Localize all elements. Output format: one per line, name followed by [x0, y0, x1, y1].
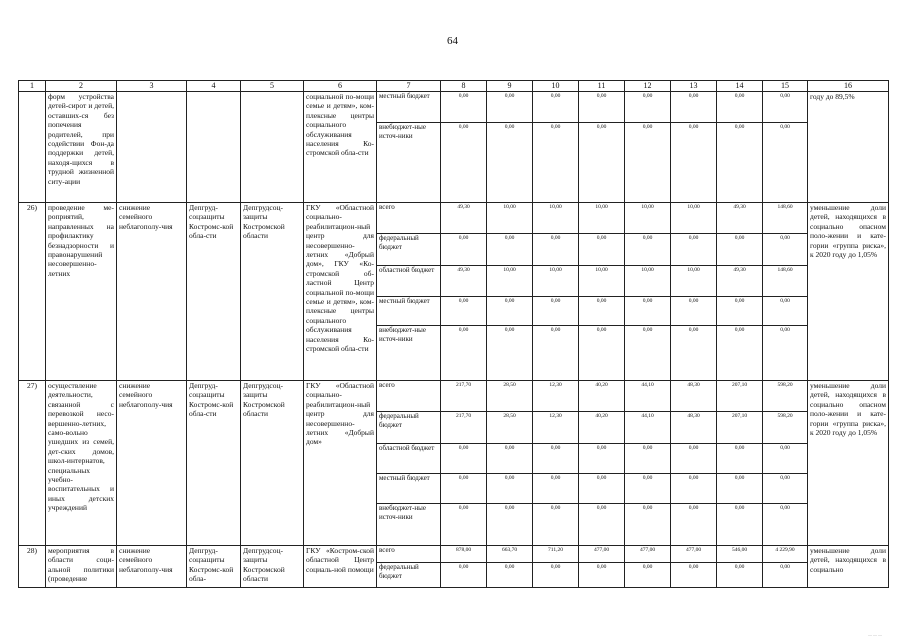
amount-cell: 40,20	[579, 381, 625, 412]
amount-cell: 0,00	[763, 563, 808, 588]
amount-cell: 0,00	[533, 234, 579, 266]
amount-cell: 10,00	[625, 266, 671, 297]
participants-cell: социальной по-мощи семье и детям», ком-плексные центры социального обслуживания населения Ко-стромской обла-сти	[304, 92, 377, 203]
amount-cell: 0,00	[487, 563, 533, 588]
amount-cell: 0,00	[671, 326, 717, 381]
program-table	[18, 80, 889, 588]
amount-cell: 0,00	[671, 123, 717, 203]
column-header: 6	[304, 81, 377, 92]
amount-cell: 0,00	[579, 474, 625, 504]
amount-cell: 0,00	[717, 504, 763, 546]
funding-source: местный бюджет	[377, 92, 441, 123]
amount-cell: 0,00	[441, 326, 487, 381]
amount-cell: 217,70	[441, 412, 487, 444]
amount-cell: 0,00	[533, 504, 579, 546]
responsible-executor: Депгруд-соцзащиты Костромс-кой обла-сти	[187, 203, 241, 381]
amount-cell: 0,00	[763, 444, 808, 474]
amount-cell: 0,00	[671, 92, 717, 123]
goal-cell: снижение семейного неблагополу-чия	[117, 203, 187, 381]
amount-cell: 0,00	[441, 444, 487, 474]
amount-cell: 477,00	[579, 546, 625, 563]
amount-cell: 0,00	[625, 474, 671, 504]
column-header: 10	[533, 81, 579, 92]
amount-cell: 0,00	[671, 234, 717, 266]
measure-name: форм устройства детей-сирот и детей, оставших-ся без попечения родителей, при содействии Фон-да поддержки детей, находя-щихся в трудной жизненной ситу-ации	[46, 92, 117, 203]
measure-name: мероприятия в области соци-альной политики (проведение	[46, 546, 117, 588]
participants-cell: ГКУ «Областной социально-реабилитацион-ный центр для несовершенно-летних «Добрый дом», ГКУ «Ко-стромской об-ластной Центр социальной по-мощи семье и детям», ком-плексные центры социального обслуживания населения Ко-стромской обла-сти	[304, 203, 377, 381]
funding-source: федеральный бюджет	[377, 412, 441, 444]
coordinator-cell: Депгрудсоц-защиты Костромской области	[241, 546, 304, 588]
amount-cell: 44,10	[625, 412, 671, 444]
amount-cell: 0,00	[533, 444, 579, 474]
amount-cell: 10,00	[671, 203, 717, 234]
goal-cell: снижение семейного неблагополу-чия	[117, 381, 187, 546]
row-number: 26)	[19, 203, 46, 381]
funding-source: внебюджет-ные источ-ники	[377, 504, 441, 546]
amount-cell: 0,00	[579, 563, 625, 588]
amount-cell: 0,00	[487, 474, 533, 504]
amount-cell: 49,30	[441, 203, 487, 234]
amount-cell: 48,30	[671, 412, 717, 444]
amount-cell: 10,00	[533, 203, 579, 234]
amount-cell: 0,00	[763, 326, 808, 381]
amount-cell: 0,00	[533, 326, 579, 381]
measure-name: осуществление деятельности, связанной с перевозкой несо-вершенно-летних, само-вольно ушедших из семей, дет-ских домов, школ-интернатов, специальных учебно-воспитательных и иных детских учреждений	[46, 381, 117, 546]
amount-cell: 0,00	[441, 563, 487, 588]
amount-cell: 663,70	[487, 546, 533, 563]
row-number: 27)	[19, 381, 46, 546]
amount-cell: 0,00	[763, 474, 808, 504]
amount-cell: 0,00	[717, 297, 763, 326]
table-body	[19, 81, 889, 588]
column-header: 14	[717, 81, 763, 92]
amount-cell: 10,00	[579, 203, 625, 234]
amount-cell: 0,00	[441, 123, 487, 203]
amount-cell: 48,30	[671, 381, 717, 412]
amount-cell: 0,00	[717, 326, 763, 381]
coordinator-cell: Депгрудсоц-защиты Костромской области	[241, 381, 304, 546]
amount-cell: 207,10	[717, 381, 763, 412]
amount-cell: 28,50	[487, 381, 533, 412]
amount-cell: 10,00	[625, 203, 671, 234]
amount-cell: 207,10	[717, 412, 763, 444]
column-header: 3	[117, 81, 187, 92]
column-header: 15	[763, 81, 808, 92]
amount-cell: 0,00	[717, 234, 763, 266]
funding-source: областной бюджет	[377, 444, 441, 474]
page-number: 64	[447, 35, 458, 47]
amount-cell: 0,00	[533, 297, 579, 326]
column-header: 7	[377, 81, 441, 92]
amount-cell: 0,00	[717, 92, 763, 123]
responsible-executor: Депгруд-соцзащиты Костромс-кой обла-	[187, 546, 241, 588]
table-row	[19, 546, 889, 563]
amount-cell: 0,00	[579, 504, 625, 546]
responsible-executor: Депгруд-соцзащиты Костромс-кой обла-сти	[187, 381, 241, 546]
funding-source: федеральный бюджет	[377, 234, 441, 266]
amount-cell: 40,20	[579, 412, 625, 444]
goal-cell: снижение семейного неблагополу-чия	[117, 546, 187, 588]
amount-cell: 0,00	[487, 92, 533, 123]
amount-cell: 0,00	[671, 563, 717, 588]
column-header: 5	[241, 81, 304, 92]
funding-source: всего	[377, 381, 441, 412]
table-row	[19, 381, 889, 412]
amount-cell: 0,00	[763, 234, 808, 266]
responsible-executor	[187, 92, 241, 203]
table-row	[19, 203, 889, 234]
funding-source: местный бюджет	[377, 297, 441, 326]
column-header: 1	[19, 81, 46, 92]
amount-cell: 0,00	[579, 92, 625, 123]
amount-cell: 0,00	[671, 297, 717, 326]
amount-cell: 0,00	[487, 297, 533, 326]
header-row	[19, 81, 889, 92]
participants-cell: ГКУ «Костром-ской областной Центр социаль-ной помощи	[304, 546, 377, 588]
amount-cell: 711,20	[533, 546, 579, 563]
amount-cell: 477,00	[625, 546, 671, 563]
amount-cell: 0,00	[533, 123, 579, 203]
amount-cell: 49,30	[441, 266, 487, 297]
table-row	[19, 92, 889, 123]
amount-cell: 0,00	[579, 444, 625, 474]
expected-result: уменьшение доли детей, находящихся в социально опасном поло-жении и кате-гории «группа риска», к 2020 году до 1,05%	[808, 381, 889, 546]
column-header: 9	[487, 81, 533, 92]
amount-cell: 0,00	[579, 234, 625, 266]
funding-source: областной бюджет	[377, 266, 441, 297]
amount-cell: 148,60	[763, 266, 808, 297]
amount-cell: 0,00	[625, 123, 671, 203]
funding-source: федеральный бюджет	[377, 563, 441, 588]
amount-cell: 0,00	[487, 234, 533, 266]
amount-cell: 598,20	[763, 412, 808, 444]
row-number: 28)	[19, 546, 46, 588]
amount-cell: 0,00	[717, 563, 763, 588]
row-number	[19, 92, 46, 203]
amount-cell: 0,00	[763, 297, 808, 326]
column-header: 11	[579, 81, 625, 92]
amount-cell: 0,00	[441, 504, 487, 546]
amount-cell: 28,50	[487, 412, 533, 444]
amount-cell: 12,30	[533, 381, 579, 412]
column-header: 12	[625, 81, 671, 92]
amount-cell: 0,00	[763, 504, 808, 546]
participants-cell: ГКУ «Областной социально-реабилитацион-ный центр для несовершенно-летних «Добрый дом»	[304, 381, 377, 546]
goal-cell	[117, 92, 187, 203]
page-edge-mark: — — —	[868, 632, 882, 637]
amount-cell: 10,00	[533, 266, 579, 297]
amount-cell: 878,00	[441, 546, 487, 563]
amount-cell: 0,00	[625, 92, 671, 123]
amount-cell: 0,00	[671, 474, 717, 504]
funding-source: внебюджет-ные источ-ники	[377, 123, 441, 203]
funding-source: внебюджет-ные источ-ники	[377, 326, 441, 381]
amount-cell: 0,00	[441, 92, 487, 123]
column-header: 16	[808, 81, 889, 92]
amount-cell: 0,00	[441, 297, 487, 326]
amount-cell: 0,00	[579, 297, 625, 326]
expected-result: уменьшение доли детей, находящихся в социально опасном поло-жении и кате-гории «группа риска», к 2020 году до 1,05%	[808, 203, 889, 381]
amount-cell: 0,00	[763, 92, 808, 123]
column-header: 13	[671, 81, 717, 92]
funding-source: всего	[377, 546, 441, 563]
amount-cell: 49,30	[717, 266, 763, 297]
amount-cell: 0,00	[671, 504, 717, 546]
amount-cell: 0,00	[625, 563, 671, 588]
amount-cell: 0,00	[717, 123, 763, 203]
amount-cell: 0,00	[625, 297, 671, 326]
amount-cell: 0,00	[487, 504, 533, 546]
amount-cell: 10,00	[671, 266, 717, 297]
amount-cell: 0,00	[625, 326, 671, 381]
amount-cell: 0,00	[441, 474, 487, 504]
amount-cell: 0,00	[487, 444, 533, 474]
measure-name: проведение ме-роприятий, направленных на профилактику безнадзорности и правонарушений несовершенно-летних	[46, 203, 117, 381]
amount-cell: 10,00	[487, 266, 533, 297]
amount-cell: 0,00	[533, 474, 579, 504]
amount-cell: 0,00	[533, 92, 579, 123]
amount-cell: 4 229,90	[763, 546, 808, 563]
amount-cell: 0,00	[625, 234, 671, 266]
expected-result: году до 89,5%	[808, 92, 889, 203]
column-header: 2	[46, 81, 117, 92]
amount-cell: 0,00	[579, 326, 625, 381]
amount-cell: 0,00	[717, 444, 763, 474]
amount-cell: 0,00	[533, 563, 579, 588]
amount-cell: 10,00	[487, 203, 533, 234]
coordinator-cell: Депгрудсоц-защиты Костромской области	[241, 203, 304, 381]
column-header: 4	[187, 81, 241, 92]
amount-cell: 44,10	[625, 381, 671, 412]
funding-source: всего	[377, 203, 441, 234]
coordinator-cell	[241, 92, 304, 203]
amount-cell: 0,00	[441, 234, 487, 266]
amount-cell: 10,00	[579, 266, 625, 297]
amount-cell: 0,00	[487, 123, 533, 203]
amount-cell: 0,00	[579, 123, 625, 203]
amount-cell: 0,00	[717, 474, 763, 504]
column-header: 8	[441, 81, 487, 92]
expected-result: уменьшение доли детей, находящихся в социально	[808, 546, 889, 588]
amount-cell: 0,00	[763, 123, 808, 203]
amount-cell: 0,00	[625, 444, 671, 474]
funding-source: местный бюджет	[377, 474, 441, 504]
amount-cell: 0,00	[487, 326, 533, 381]
amount-cell: 12,30	[533, 412, 579, 444]
amount-cell: 148,60	[763, 203, 808, 234]
amount-cell: 0,00	[671, 444, 717, 474]
amount-cell: 217,70	[441, 381, 487, 412]
amount-cell: 0,00	[625, 504, 671, 546]
amount-cell: 546,00	[717, 546, 763, 563]
amount-cell: 598,20	[763, 381, 808, 412]
amount-cell: 49,30	[717, 203, 763, 234]
amount-cell: 477,00	[671, 546, 717, 563]
